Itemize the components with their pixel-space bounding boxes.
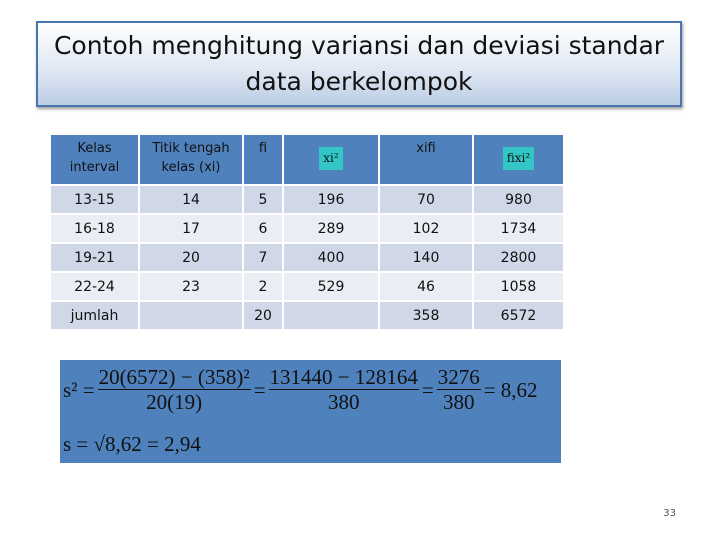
fraction-1 <box>98 365 251 414</box>
cell: 1734 <box>474 215 563 242</box>
cell: 980 <box>474 186 563 213</box>
frequency-table <box>49 133 565 331</box>
header-fi: fi <box>244 135 282 184</box>
cell: 102 <box>380 215 472 242</box>
cell <box>140 302 242 329</box>
cell: 14 <box>140 186 242 213</box>
cell: 1058 <box>474 273 563 300</box>
slide-title: Contoh menghitung variansi dan deviasi standar data berkelompok <box>36 21 682 107</box>
variance-lhs: s² = <box>63 377 95 402</box>
numerator-1: 20(6572) − (358)² <box>98 365 250 389</box>
fraction-2 <box>269 365 419 414</box>
cell: 7 <box>244 244 282 271</box>
cell: 289 <box>284 215 378 242</box>
cell: 140 <box>380 244 472 271</box>
cell: 358 <box>380 302 472 329</box>
cell: 23 <box>140 273 242 300</box>
denominator-3: 380 <box>442 390 475 414</box>
cell: 6572 <box>474 302 563 329</box>
cell: 2800 <box>474 244 563 271</box>
numerator-3: 3276 <box>437 365 480 389</box>
cell: 5 <box>244 186 282 213</box>
table-row <box>51 273 563 300</box>
header-titik-tengah: Titik tengah kelas (xi) <box>140 135 242 184</box>
formula-box <box>60 360 561 463</box>
xi-squared-symbol: xi² <box>319 147 342 170</box>
numerator-2: 131440 − 128164 <box>269 365 418 389</box>
cell: 20 <box>244 302 282 329</box>
denominator-2: 380 <box>327 390 360 414</box>
header-xi2 <box>284 135 378 184</box>
cell: 2 <box>244 273 282 300</box>
cell: 17 <box>140 215 242 242</box>
fixi-squared-symbol: fixi² <box>503 147 534 170</box>
cell: 19-21 <box>51 244 138 271</box>
equals: = <box>421 377 434 402</box>
header-xifi: xifi <box>380 135 472 184</box>
cell <box>284 302 378 329</box>
cell: 529 <box>284 273 378 300</box>
cell: 13-15 <box>51 186 138 213</box>
cell: 70 <box>380 186 472 213</box>
page-number: 33 <box>663 508 676 519</box>
cell: 20 <box>140 244 242 271</box>
cell: 16-18 <box>51 215 138 242</box>
header-fixi2 <box>474 135 563 184</box>
cell: 6 <box>244 215 282 242</box>
table-header-row <box>51 135 563 184</box>
denominator-1: 20(19) <box>146 390 203 414</box>
table-row <box>51 215 563 242</box>
equals: = <box>253 377 266 402</box>
table-total-row <box>51 302 563 329</box>
table-row <box>51 244 563 271</box>
std-dev-formula: s = √8,62 = 2,94 <box>63 432 201 456</box>
variance-result: = 8,62 <box>483 377 538 402</box>
table-row <box>51 186 563 213</box>
cell: 46 <box>380 273 472 300</box>
cell: 400 <box>284 244 378 271</box>
cell: jumlah <box>51 302 138 329</box>
cell: 196 <box>284 186 378 213</box>
cell: 22-24 <box>51 273 138 300</box>
header-kelas: Kelas interval <box>51 135 138 184</box>
fraction-3 <box>437 365 481 414</box>
variance-formula <box>63 365 538 414</box>
